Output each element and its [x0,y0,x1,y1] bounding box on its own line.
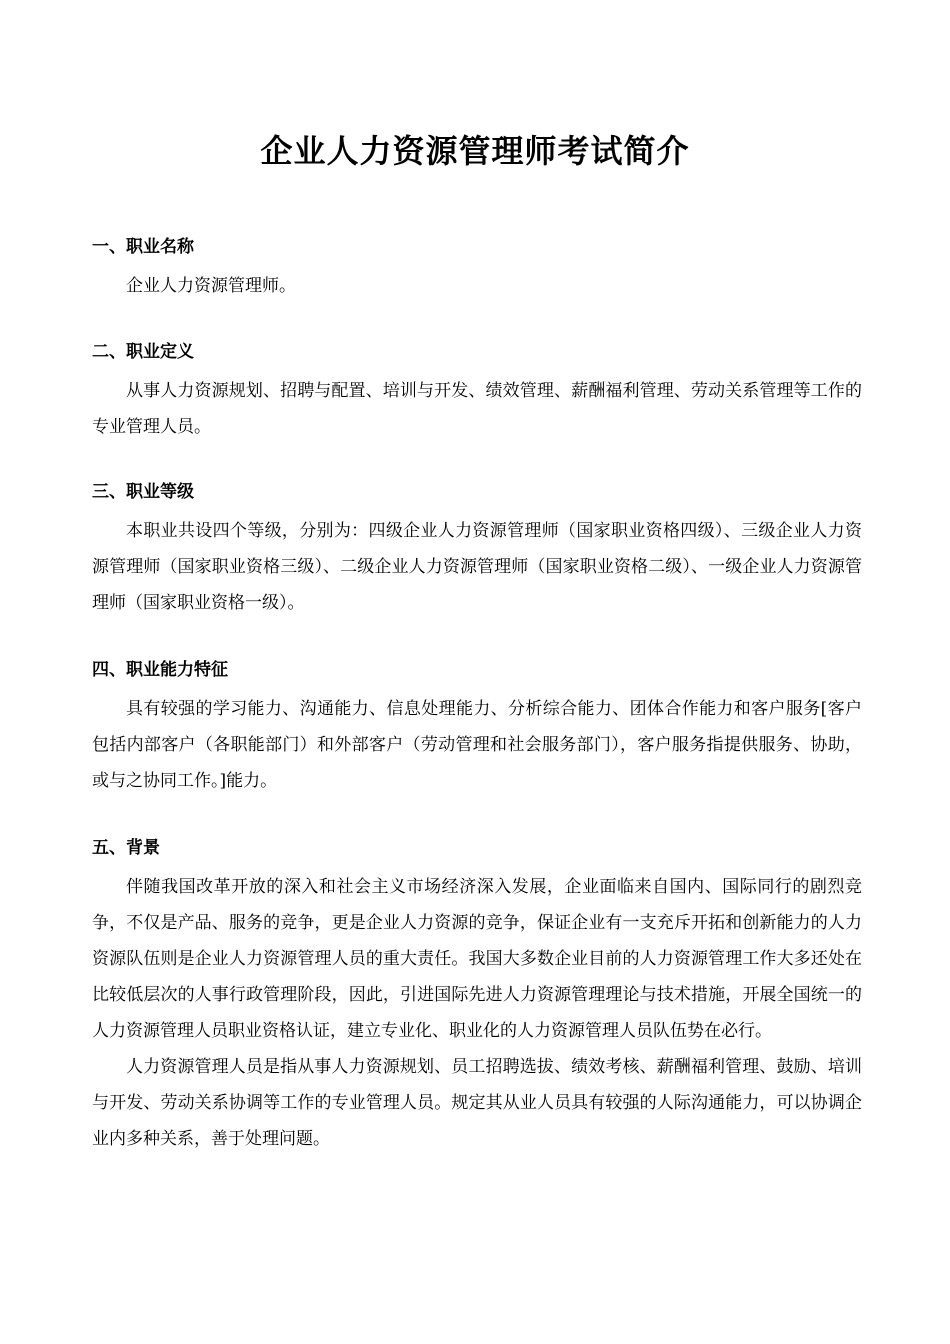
document-title: 企业人力资源管理师考试简介 [260,132,690,170]
section-paragraph: 企业人力资源管理师。 [126,276,296,296]
section-heading: 一、职业名称 [92,237,194,257]
section-heading: 五、背景 [92,838,160,858]
section-heading: 四、职业能力特征 [92,660,228,680]
section-paragraph: 本职业共设四个等级，分别为：四级企业人力资源管理师（国家职业资格四级）、三级企业人力资源管理师（国家职业资格三级）、二级企业人力资源管理师（国家职业资格二级）、一级企业人力资源管理师（国家职业资格一级）。 [92,521,862,613]
section-paragraph: 伴随我国改革开放的深入和社会主义市场经济深入发展，企业面临来自国内、国际同行的剧烈竞争，不仅是产品、服务的竞争，更是企业人力资源的竞争，保证企业有一支充斥开拓和创新能力的人力资源队伍则是企业人力资源管理人员的重大责任。我国大多数企业目前的人力资源管理工作大多还处在比较低层次的人事行政管理阶段，因此，引进国际先进人力资源管理理论与技术措施，开展全国统一的人力资源管理人员职业资格认证，建立专业化、职业化的人力资源管理人员队伍势在必行。 [92,877,862,1041]
section-job-levels [92,481,862,621]
section-paragraph: 人力资源管理人员是指从事人力资源规划、员工招聘选拔、绩效考核、薪酬福利管理、鼓励、培训与开发、劳动关系协调等工作的专业管理人员。规定其从业人员具有较强的人际沟通能力，可以协调企业内多种关系，善于处理问题。 [92,1057,862,1149]
section-paragraph: 从事人力资源规划、招聘与配置、培训与开发、绩效管理、薪酬福利管理、劳动关系管理等工作的专业管理人员。 [92,381,862,437]
section-background [92,837,862,1157]
section-paragraph: 具有较强的学习能力、沟通能力、信息处理能力、分析综合能力、团体合作能力和客户服务[客户包括内部客户（各职能部门）和外部客户（劳动管理和社会服务部门），客户服务指提供服务、协助，或与之协同工作。]能力。 [92,699,862,791]
section-job-title [92,236,862,304]
section-job-definition [92,341,862,445]
section-heading: 二、职业定义 [92,342,194,362]
section-heading: 三、职业等级 [92,482,194,502]
section-ability-features [92,659,862,799]
